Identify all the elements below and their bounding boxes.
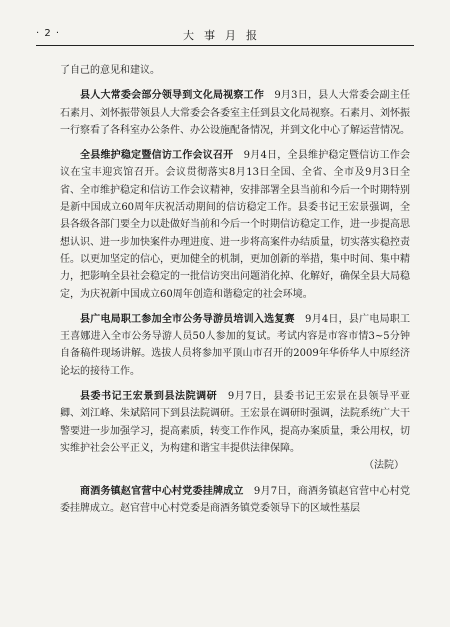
entry-paragraph	[60, 388, 410, 457]
entry-date: 9月3日，	[274, 90, 319, 102]
page-number: · 2 ·	[36, 28, 61, 39]
entry-date: 9月7日，	[253, 485, 298, 497]
entry-title: 县委书记王宏景到县法院调研	[80, 391, 218, 403]
entry-body: 县委书记王宏景在县领导平亚卿、刘江峰、朱斌陪同下到县法院调研。王宏景在调研时强调，法院系统广大干警要进一步加强学习，提高素质，转变工作作风，提高办案质量，秉公用权，切实维护社会公平正义，为构建和谐宝丰提供法律保障。	[60, 391, 411, 454]
entry-title: 商酒务镇赵官营中心村党委挂牌成立	[80, 485, 244, 497]
entry-paragraph	[60, 147, 410, 303]
entry-date: 9月4日，	[305, 313, 349, 325]
entry-body: 全县维护稳定暨信访工作会议在宝丰迎宾馆召开。会议贯彻落实8月13日全国、全省、全市及9月3日全省、全市维护稳定和信访工作会议精神，安排部署全县当前和今后一个时期特别是新中国成立60周年庆祝活动期间的信访稳定工作。县委书记王宏景强调，全县各级各部门要全力以赴做好当前和今后一个时期信访稳定工作，进一步提高思想认识、进一步加快案件办理进度、进一步将高案件办结质量，切实落实稳控责任。以更加坚定的信心，更加健全的机制，更加创新的举措，集中时间、集中精力，把影响全县社会稳定的一批信访突出问题消化掉、化解好，确保全县大局稳定，为庆祝新中国成立60周年创造和谐稳定的社会环境。	[60, 150, 411, 300]
entry-title: 县广电局职工参加全市公务导游员培训入选复赛	[80, 313, 295, 325]
entry-source: （法院）	[364, 460, 404, 472]
entry-body: 县人大常委会副主任石素月、刘怀振带领县人大常委会各委室主任到县文化局视察。石素月、刘怀振一行察看了各科室办公条件、办公设施配备情况，并到文化中心了解运营情况。	[60, 90, 411, 136]
lead-in-paragraph: 了自己的意见和建议。	[60, 65, 160, 76]
entry-title: 县人大常委会部分领导到文化局视察工作	[80, 90, 265, 102]
entry-body: 商酒务镇赵官营中心村党委挂牌成立。赵官营中心村党委是商酒务镇党委领导下的区域性基层	[60, 485, 411, 514]
entry-date: 9月4日，	[243, 150, 288, 162]
header-rule	[36, 45, 414, 46]
entry-paragraph	[60, 483, 410, 518]
journal-title: 大事月报	[183, 29, 267, 42]
entry-paragraph	[60, 311, 410, 380]
article-body	[60, 62, 410, 517]
entry-paragraph	[60, 87, 410, 139]
entry-body: 县广电局职工王喜娜进入全市公务导游人员50人参加的复试。考试内容是市容市情3~5分钟自备稿件现场讲解。选拔人员将参加平顶山市召开的2009年华侨华人中原经济论坛的接待工作。	[60, 313, 411, 377]
entry-title: 全县维护稳定暨信访工作会议召开	[80, 150, 234, 162]
entry-date: 9月7日，	[227, 391, 274, 403]
page-header	[36, 28, 414, 46]
